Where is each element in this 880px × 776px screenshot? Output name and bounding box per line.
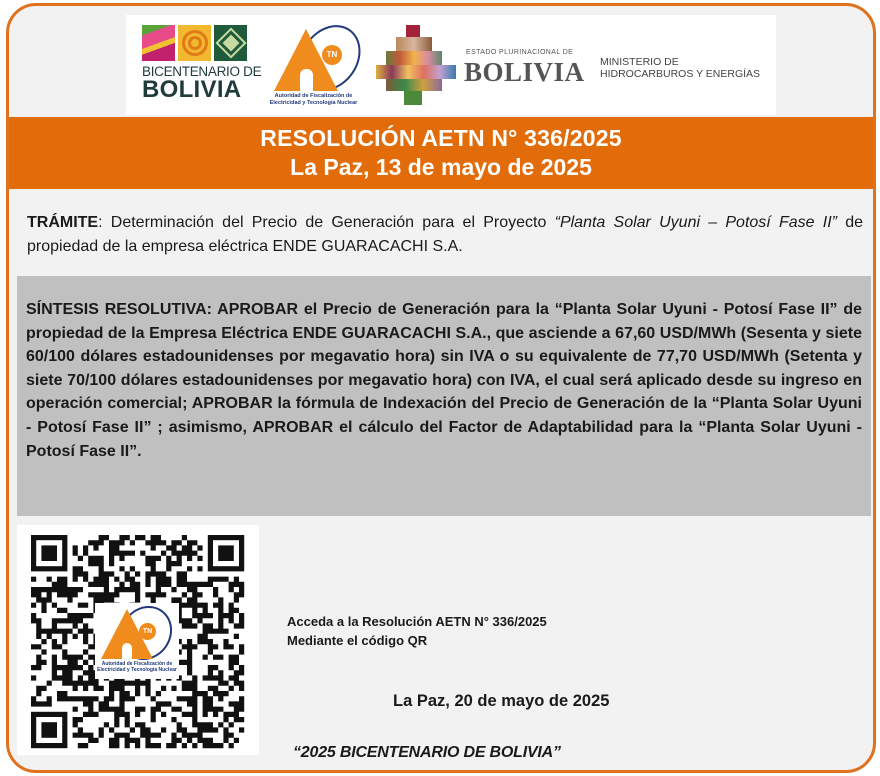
ministerio-logo: MINISTERIO DE HIDROCARBUROS Y ENERGÍAS [600,56,761,80]
bicentenario-line2: BOLIVIA [142,76,242,103]
chakana-icon [376,25,456,105]
bicentenario-line1: BICENTENARIO DE [142,64,262,79]
resolution-banner [9,117,873,189]
qr-caption: Acceda a la Resolución AETN N° 336/2025 Mediante el código QR [287,614,547,648]
qr-aetn-logo: TN Autoridad de Fiscalización de Electricidad y Tecnología Nuclear [95,603,179,679]
aetn-badge: TN [322,45,342,65]
tramite-paragraph: TRÁMITE: Determinación del Precio de Generación para el Proyecto “Planta Solar Uyuni – Potosí Fase II” de propiedad de la empresa eléctrica ENDE GUARACACHI S.A. [27,214,864,255]
estado-plurinacional-logo [376,25,586,105]
sintesis-text: SÍNTESIS RESOLUTIVA: APROBAR el Precio de Generación para la “Planta Solar Uyuni - Potosí Fase II” de propiedad de la Empresa Eléctrica ENDE GUARACACHI S.A., que asciende a 67,60 USD/MWh (Sesenta y siete 60/100 dólares estadounidenses por megavatio hora) sin IVA o su equivalente de 77,70 USD/MWh (Setenta y siete 70/100 dólares estadounidenses por megavatio hora) con IVA, el cual será aplicado desde su ingreso en operación comercial; APROBAR la fórmula de Indexación del Precio de Generación de la “Planta Solar Uyuni - Potosí Fase II” ; asimismo, APROBAR el cálculo del Factor de Adaptabilidad para la “Planta Solar Uyuni - Potosí Fase II”. [26,301,862,460]
resolution-card [6,3,876,773]
resolution-date: La Paz, 13 de mayo de 2025 [290,154,592,180]
project-name: “Planta Solar Uyuni – Potosí Fase II” [554,214,837,231]
resolution-title: RESOLUCIÓN AETN N° 336/2025 [260,125,622,151]
bicentenario-tiles-icon [142,25,252,61]
qr-code[interactable] [17,525,259,755]
sintesis-box [17,276,871,516]
footer-motto: “2025 BICENTENARIO DE BOLIVIA” [293,744,561,761]
logo-strip [126,15,776,115]
bicentenario-logo [142,25,262,107]
estado-big-text: BOLIVIA [464,57,585,87]
aetn-caption: Autoridad de Fiscalización de Electricidad y Tecnología Nuclear [269,93,358,106]
tramite-label: TRÁMITE [27,214,99,231]
aetn-logo [266,21,361,111]
estado-small-text: ESTADO PLURINACIONAL DE [466,49,574,56]
footer-date: La Paz, 20 de mayo de 2025 [393,692,610,710]
